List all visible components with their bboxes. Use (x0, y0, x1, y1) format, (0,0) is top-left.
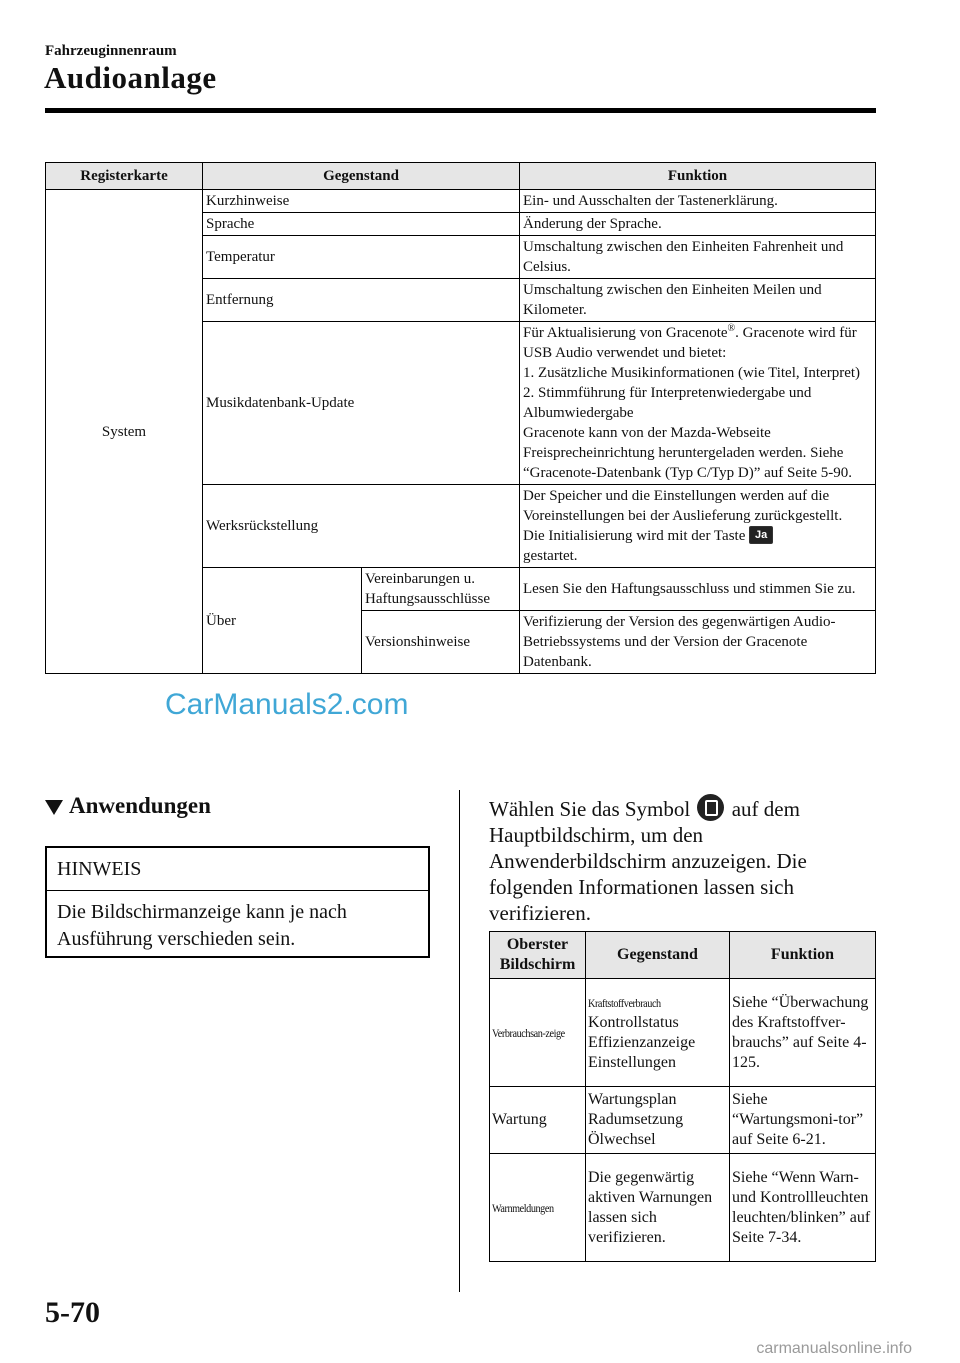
item-head: Kraftstoffverbrauch (588, 995, 661, 1010)
item-musikdatenbank: Musikdatenbank-Update (203, 322, 520, 485)
title-rule (45, 108, 876, 113)
screen-cell (490, 1154, 586, 1262)
func-text: Für Aktualisierung von Gracenote (523, 325, 728, 341)
section-heading-anwendungen (45, 793, 211, 819)
page-title: Audioanlage (44, 60, 217, 95)
sub-versionshinweise: Versionshinweise (362, 611, 520, 674)
screen-cell (490, 979, 586, 1087)
table-header-row (46, 163, 876, 190)
func-vereinbarungen: Lesen Sie den Haftungsausschluss und stimmen Sie zu. (520, 568, 876, 611)
func-text: 2. Stimmführung für Interpretenwiedergabe und Albumwiedergabe (523, 385, 812, 421)
func-versionshinweise: Verifizierung der Version des gegenwärtigen Audio-Betriebssystems und der Version der Gracenote Datenbank. (520, 611, 876, 674)
func-text: . Gracenote wird für USB Audio verwendet und bietet: (523, 325, 857, 361)
footer-watermark: carmanualsonline.info (756, 1340, 912, 1357)
item-cell: Die gegenwärtig aktiven Warnungen lassen sich verifizieren. (586, 1154, 730, 1262)
screen-cell: Wartung (490, 1087, 586, 1154)
func-werksrueckstellung (520, 485, 876, 568)
applications-table (489, 931, 876, 1262)
func-text: gestartet. (523, 548, 578, 564)
item-kurzhinweise: Kurzhinweise (203, 190, 520, 213)
screen-label: Warnmeldungen (492, 1200, 554, 1215)
applications-icon (697, 794, 724, 821)
intro-paragraph (489, 794, 879, 926)
func-sprache: Änderung der Sprache. (520, 213, 876, 236)
func-text: Gracenote kann von der Mazda-Webseite Freisprecheinrichtung heruntergeladen werden. Siehe “Gracenote-Datenbank (Typ C/Typ D)” auf Seite 5-90. (523, 425, 853, 481)
item-entfernung: Entfernung (203, 279, 520, 322)
note-text: Die Bildschirmanzeige kann je nach Ausführung verschieden sein. (57, 901, 347, 950)
table-row (490, 979, 876, 1087)
section-label: Fahrzeuginnenraum (45, 43, 177, 59)
registered-mark: ® (727, 323, 736, 334)
header-oberster-bildschirm: Oberster Bildschirm (490, 932, 586, 979)
func-cell: Siehe “Überwachung des Kraftstoffver-brauchs” auf Seite 4-125. (730, 979, 876, 1087)
table-row (46, 190, 876, 213)
sub-vereinbarungen: Vereinbarungen u. Haftungsausschlüsse (362, 568, 520, 611)
column-divider (459, 790, 460, 1292)
table-row (490, 1087, 876, 1154)
register-system: System (46, 190, 203, 674)
watermark: CarManuals2.com (165, 688, 409, 721)
item-sprache: Sprache (203, 213, 520, 236)
func-temperatur: Umschaltung zwischen den Einheiten Fahrenheit und Celsius. (520, 236, 876, 279)
item-werksrueckstellung: Werksrückstellung (203, 485, 520, 568)
func-musikdatenbank (520, 322, 876, 485)
func-entfernung: Umschaltung zwischen den Einheiten Meilen und Kilometer. (520, 279, 876, 322)
item-ueber: Über (203, 568, 362, 674)
table-row (490, 1154, 876, 1262)
note-title: HINWEIS (47, 848, 428, 891)
item-temperatur: Temperatur (203, 236, 520, 279)
func-cell: Siehe “Wartungsmoni-tor” auf Seite 6-21. (730, 1087, 876, 1154)
intro-text: Wählen Sie das Symbol (489, 797, 691, 821)
ja-button-icon: Ja (749, 526, 773, 544)
func-text: Die Initialisierung wird mit der Taste (523, 528, 746, 544)
func-kurzhinweise: Ein- und Ausschalten der Tastenerklärung. (520, 190, 876, 213)
header-gegenstand: Gegenstand (586, 932, 730, 979)
item-list: Kontrollstatus Effizienzanzeige Einstellungen (588, 1013, 696, 1071)
header-registerkarte: Registerkarte (46, 163, 203, 190)
page-number: 5-70 (45, 1296, 100, 1329)
header-gegenstand: Gegenstand (203, 163, 520, 190)
note-box (45, 846, 430, 958)
func-text: 1. Zusätzliche Musikinformationen (wie Titel, Interpret) (523, 365, 861, 381)
screen-label: Verbrauchsan-zeige (492, 1025, 565, 1040)
triangle-down-icon (45, 800, 63, 815)
func-text: Der Speicher und die Einstellungen werden auf die Voreinstellungen bei der Auslieferung zurückgestellt. (523, 488, 843, 524)
item-cell: Wartungsplan Radumsetzung Ölwechsel (586, 1087, 730, 1154)
system-settings-table (45, 162, 876, 674)
item-cell (586, 979, 730, 1087)
header-funktion: Funktion (520, 163, 876, 190)
table-header-row (490, 932, 876, 979)
intro-text: auf dem Hauptbildschirm, um den Anwenderbildschirm anzuzeigen. Die folgenden Informationen lassen sich verifizieren. (489, 797, 807, 925)
header-funktion: Funktion (730, 932, 876, 979)
func-cell: Siehe “Wenn Warn- und Kontrollleuchten leuchten/blinken” auf Seite 7-34. (730, 1154, 876, 1262)
heading-text: Anwendungen (69, 793, 211, 818)
